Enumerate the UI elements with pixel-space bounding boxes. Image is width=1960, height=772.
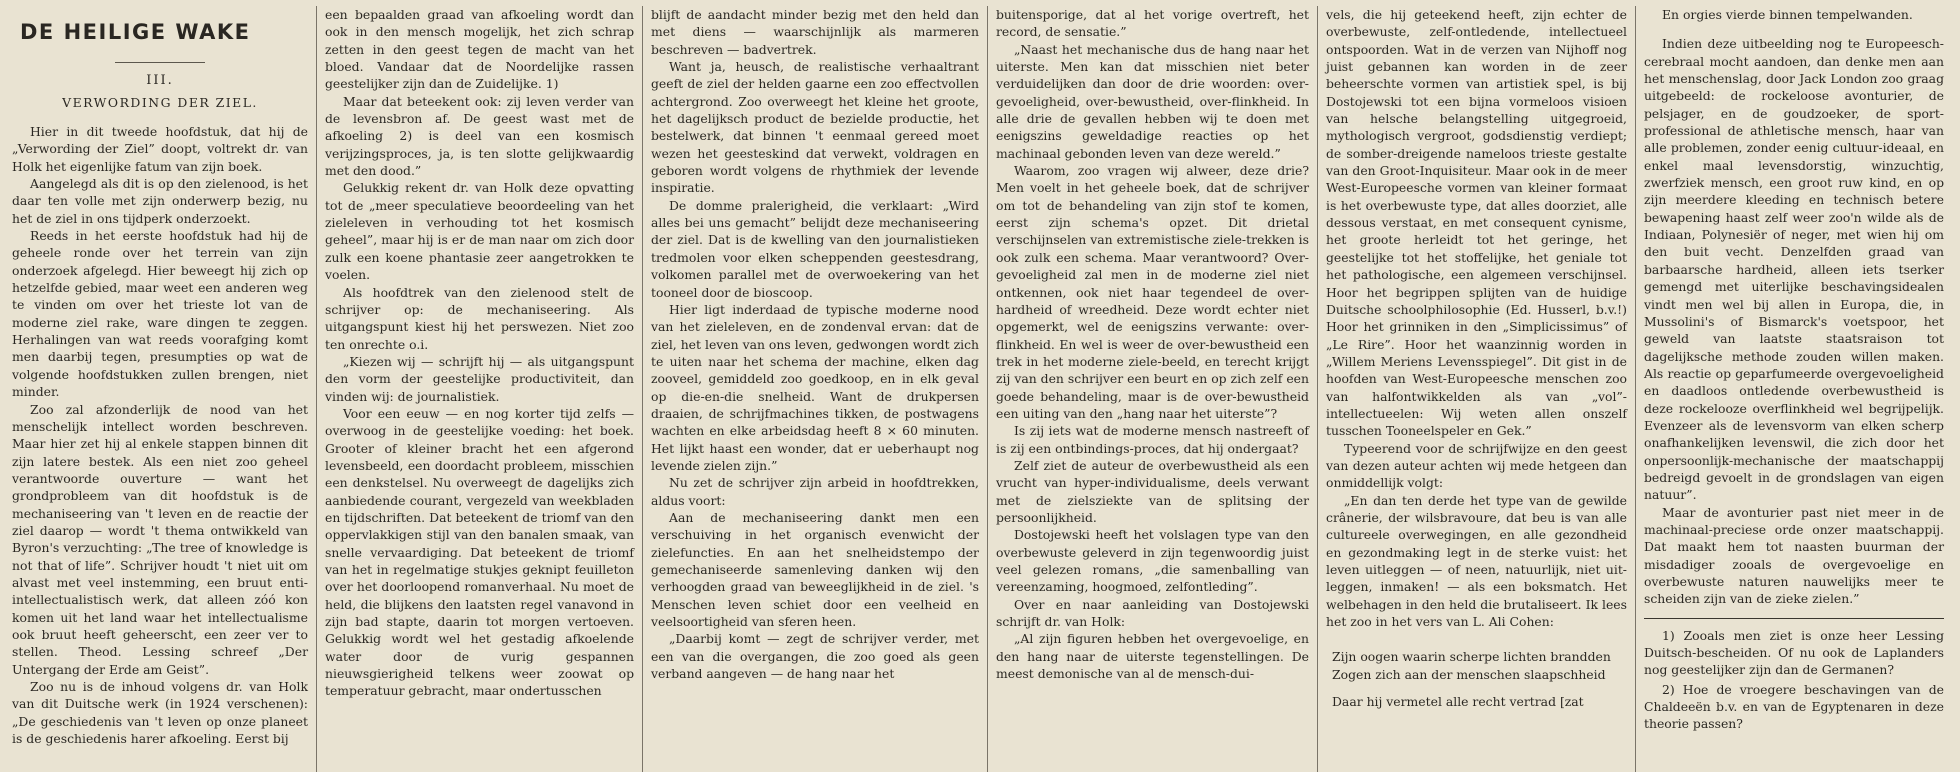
paragraph: Zoo nu is de inhoud volgens dr. van Holk van dit Duitsche werk (in 1924 verschenen): „De geschiedenis van 't leven op onze planeet is de geschiedenis harer afkoeling. Eerst bij [12, 679, 308, 747]
paragraph: „En dan ten derde het type van de gewilde crânerie, der wilsbravoure, dat beu is van alle cultureele overwegingen, en alle gezondheid en gezondmaking legt in de sterke vuist: het leven uitleggen — of neen, natuurlijk, niet uit-leggen, inmaken! — als een boksmatch. Het welbehagen in den held die brutaliseert. Ik lees het zoo in het vers van L. Ali Cohen: [1326, 492, 1627, 630]
paragraph: Dostojewski heeft het volslagen type van den overbewuste geleverd in zijn tegenwoordig juist veel gelezen romans, „die samenballing van vereenzaming, hoogmoed, zelfontleding”. [996, 527, 1309, 595]
poem-quote [1332, 648, 1627, 710]
paragraph: Aangelegd als dit is op den zielenood, is het daar ten volle met zijn onderwerp bezig, nu het de ziel in ons tijdperk onderzoekt. [12, 176, 308, 226]
paragraph: Reeds in het eerste hoofdstuk had hij de geheele ronde over het terrein van zijn onderzoek afgelegd. Hier beweegt hij zich op hetzelfde gebied, maar weet een anderen weg te vinden om over het trieste lot van de moderne ziel rake, ware dingen te zeggen. Herhalingen van wat reeds voorafging komt men daarbij tegen, presumpties op wat de volgende hoofdstukken zullen brengen, niet minder. [12, 228, 308, 400]
paragraph: Indien deze uitbeelding nog te Europeesch-cerebraal mocht aandoen, dan denke men aan het menschenslag, door Jack London zoo graag uitgebeeld: de rockeloose avonturier, de pelsjager, en de goudzoeker, de sport-professional de athletische mensch, haar van alle problemen, zonder eenig cultuur-ideaal, en enkel maal levensdorstig, winzuchtig, zwerfziek mensch, een groot ruw kind, en op zijn meerdere kleeding en technisch betere bewapening haast zelf weer zoo'n wilde als de Indiaan, Polynesiër of neger, met wien hij om den buit vecht. Denzelfden graad van barbaarsche hardheid, alleen iets tserker gemengd met uiterlijke beschavingsidealen vindt men wel bij allen in Europa, die, in Mussolini's of Bismarck's voetspoor, het geweld van laatste staatsraison tot dagelijksche methode zouden willen maken. Als reactie op geparfumeerde overgevoeligheid en daadloos ontledende overbewustheid is deze rockelooze overflinkheid wel begrijpelijk. Evenzeer als de levensvorm van elken scherp onafhankelijken levenswil, die zich door het onpersoonlijk-mechanische der maatschappij bedreigd gevoelt in de grondslagen van eigen natuur”. [1644, 36, 1944, 503]
footnote-divider [1644, 618, 1944, 619]
paragraph: Zoo zal afzonderlijk de nood van het menschelijk intellect worden beschreven. Maar hier zet hij al enkele stappen binnen dit zijn latere bestek. Als een niet zoo geheel verantwoorde ouverture — want het grondprobleem van dit hoofdstuk is de mechaniseering van 't leven en de reactie der ziel daarop — wordt 't thema ontwikkeld van Byron's verzuchting: „The tree of knowledge is not that of life”. Schrijver houdt 't niet uit om alvast met veel instemming, een bruut enti-intellectualistisch werk, dat alleen zóó kon komen uit het land waar het intellectualisme ook bruut heeft geheerscht, een zeer ver to stellen. Theod. Lessing schreef „Der Untergang der Erde am Geist”. [12, 401, 308, 677]
article-headline: DE HEILIGE WAKE [20, 20, 251, 44]
paragraph: Is zij iets wat de moderne mensch nastreeft of is zij een ontbindings-proces, dat hij ondergaat? [996, 423, 1309, 456]
poem-line: Daar hij vermetel alle recht vertrad [zat [1332, 694, 1584, 710]
section-number: III. [146, 73, 174, 88]
column-6 [1635, 6, 1952, 772]
paragraph: Hier ligt inderdaad de typische moderne nood van het zieleleven, en de zondenval ervan: dat de ziel, het leven van ons leven, gedwongen wordt zich te uiten naar het schema der machine, elken dag zooveel, gemiddeld zoo goedkoop, en in elk geval op die-en-die snelheid. Want de drukpersen draaien, de schrijfmachines tikken, de postwagens wachten en elke arbeidsdag heeft 8 × 60 minuten. Het lijkt haast een wonder, dat er ueberhaupt nog levende zielen zijn.” [651, 301, 979, 473]
paragraph: Maar de avonturier past niet meer in de machinaal-preciese orde onzer maatschappij. Dat maakt hem tot naasten buurman der misdadiger zooals de overgevoelige en overbewuste naturen nauwelijks meer te scheiden zijn van de zieke zielen.” [1644, 504, 1944, 607]
paragraph: „Naast het mechanische dus de hang naar het uiterste. Men kan dat misschien niet beter verduidelijken dan door de drie woorden: over-gevoeligheid, over-bewustheid, over-flinkheid. In alle drie de gevallen hebben wij te doen met eenigszins geweldadige reacties op het machinaal gebonden leven van deze wereld.” [996, 41, 1309, 161]
column-4 [987, 6, 1317, 772]
poem-line: Zogen zich aan der menschen slaapschheid [1332, 666, 1606, 682]
headline-divider [115, 62, 205, 63]
section-title: VERWORDING DER ZIEL. [62, 95, 258, 110]
column-2 [316, 6, 642, 772]
paragraph: vels, die hij geteekend heeft, zijn echter de overbewuste, zelf-ontledende, intellectueel ontspoorden. Wat in de verzen van Nijhoff nog juist gebannen kan worden in de zeer beheerschte vormen van artistiek spel, is bij Dostojewski tot een bijna vormeloos visioen van helsche belangstelling uitgegroeid, mythologisch vergroot, godsdienstig verdiept; de somber-dreigende nameloos trieste gestalte van den Groot-Inquisiteur. Maar ook in de meer West-Europeesche vormen van kleiner formaat is het overbewuste type, dat alles doorziet, alle dessous verstaat, en met consequent cynisme, het groote herleidt tot het geringe, het geestelijke tot het stoffelijke, het geniale tot het pathologische, een algemeen verschijnsel. Hoor het begrippen splijten van de huidige Duitsche schoolphilosophie (Ed. Husserl, b.v.!) Hoor het grinniken in den „Simplicissimus” of „Le Rire”. Hoor het waanzinnig worden in „Willem Meriens Levensspiegel”. Dit gist in de hoofden van West-Europeesche menschen zoo van halfontwikkelden als van „vol”-intellectueelen: Wij weten allen onszelf tusschen Tooneelspeler en Gek.” [1326, 7, 1627, 439]
paragraph: een bepaalden graad van afkoeling wordt dan ook in den mensch mogelijk, het zich schrap zetten in den geest tegen de macht van het bloed. Vandaar dat de Noordelijke rassen geestelijker zijn dan de Zuidelijke. 1) [325, 7, 634, 92]
footnote: 1) Zooals men ziet is onze heer Lessing Duitsch-bescheiden. Of nu ook de Laplanders nog geestelijker zijn dan de Germanen? [1644, 627, 1944, 678]
paragraph: „Al zijn figuren hebben het overgevoelige, en den hang naar de uiterste tegenstellingen. De meest demonische van al de mensch-dui- [996, 631, 1309, 682]
column-3 [642, 6, 987, 772]
paragraph: De domme pralerigheid, die verklaart: „Wird alles bei uns gemacht” belijdt deze mechaniseering der ziel. Dat is de kwelling van den journalistieken tredmolen voor elken scheppenden geestesdrang, volkomen parallel met de overwoekering van het tooneel door de bioscoop. [651, 197, 979, 300]
paragraph: „Kiezen wij — schrijft hij — als uitgangspunt den vorm der geestelijke productiviteit, dan vinden wij: de journalistiek. [325, 353, 634, 404]
paragraph: buitensporige, dat al het vorige overtreft, het record, de sensatie.” [996, 7, 1309, 40]
paragraph: Hier in dit tweede hoofdstuk, dat hij de „Verwording der Ziel” doopt, voltrekt dr. van Holk het eigenlijke fatum van zijn boek. [12, 124, 308, 174]
poem-line: Zijn oogen waarin scherpe lichten brandden [1332, 649, 1611, 665]
paragraph: Maar dat beteekent ook: zij leven verder van de levensbron af. De geest wast met de afkoeling 2) is deel van een kosmisch verijzingsproces, ja, is ten slotte gelijkwaardig met den dood.” [325, 93, 634, 179]
column-5 [1317, 6, 1635, 772]
paragraph: Over en naar aanleiding van Dostojewski schrijft dr. van Holk: [996, 596, 1309, 630]
paragraph: „Daarbij komt — zegt de schrijver verder, met een van die overgangen, die zoo goed als geen verband aangeven — de hang naar het [651, 631, 979, 682]
paragraph: En orgies vierde binnen tempelwanden. [1662, 7, 1913, 22]
paragraph: Voor een eeuw — en nog korter tijd zelfs — overwoog in de geestelijke voeding: het boek. Grooter of kleiner bracht het een afgerond levensbeeld, een doordacht probleem, misschien een denkstelsel. Nu overweegt de dagelijks zich aanbiedende courant, vergezeld van weekbladen en tijdschriften. Dat beteekent de triomf van den oppervlakkigen stijl van den banalen smaak, van snelle vervaardiging. Dat beteekent de triomf van het in regelmatige stukjes geknipt feuilleton over het doorloopend romanverhaal. Nu moet de held, die blijkens den laatsten regel vanavond in zijn bad stapte, daarin tot morgen vertoeven. Gelukkig wordt wel het gestadig afkoelende water door de vurig gespannen nieuwsgierigheid telkens weer zoowat op temperatuur gebracht, maar ondertusschen [325, 405, 634, 699]
paragraph: blijft de aandacht minder bezig met den held dan met diens — waarschijnlijk als marmeren beschreven — badvertrek. [651, 7, 979, 57]
paragraph: Aan de mechaniseering dankt men een verschuiving in het organisch evenwicht der zielefuncties. En aan het snelheidstempo der gemechaniseerde samenleving danken wij den verhoogden graad van beweeglijkheid in de ziel. 's Menschen leven schiet door een veelheid en veelsoortigheid van sferen heen. [651, 509, 979, 630]
paragraph: Typeerend voor de schrijfwijze en den geest van dezen auteur achten wij mede hetgeen dan onmiddellijk volgt: [1326, 440, 1627, 491]
paragraph: Zelf ziet de auteur de overbewustheid als een vrucht van hyper-individualisme, deels verwant met de zielsziekte van de splitsing der persoonlijkheid. [996, 457, 1309, 525]
footnotes [1644, 627, 1944, 733]
paragraph: Als hoofdtrek van den zielenood stelt de schrijver op: de mechaniseering. Als uitgangspunt kiest hij het perswezen. Niet zoo ten onrechte o.i. [325, 284, 634, 352]
footnote: 2) Hoe de vroegere beschavingen van de Chaldeeën b.v. en van de Egyptenaren in deze theorie passen? [1644, 681, 1944, 732]
paragraph: Nu zet de schrijver zijn arbeid in hoofdtrekken, aldus voort: [651, 475, 979, 508]
paragraph: Want ja, heusch, de realistische verhaaltrant geeft de ziel der helden gaarne een zoo effectvollen achtergrond. Zoo overweegt het kleine het groote, het dagelijksch product de bezielde productie, het bestelwerk, dat binnen 't eenmaal gereed moet wezen het geesteskind dat verwekt, voldragen en geboren wordt volgens de rhythmiek der levende inspiratie. [651, 59, 979, 196]
column-1 [4, 6, 316, 772]
paragraph: Waarom, zoo vragen wij alweer, deze drie? Men voelt in het geheele boek, dat de schrijver om tot de behandeling van zijn stof te komen, eerst zijn schema's opzet. Dit drietal verschijnselen van extremistische ziele-trekken is ook zulk een schema. Maar verantwoord? Over-gevoeligheid zal men in de moderne ziel niet ontkennen, ook niet haar tegendeel de over-hardheid of wreedheid. Deze wordt echter niet opgemerkt, wel de eenigszins verwante: over-flinkheid. En wel is weer de over-bewustheid een trek in het moderne ziele-beeld, en terecht krijgt zij van den schrijver een beurt en op zich zelf een goede behandeling, maar is de over-bewustheid een uiting van den „hang naar het uiterste”? [996, 163, 1309, 421]
paragraph: Gelukkig rekent dr. van Holk deze opvatting tot de „meer speculatieve beoordeeling van het zieleleven in verhouding tot het kosmisch geheel”, maar hij is er de man naar om zich door zulk een koene phantasie zeer aangetrokken te voelen. [325, 180, 634, 283]
